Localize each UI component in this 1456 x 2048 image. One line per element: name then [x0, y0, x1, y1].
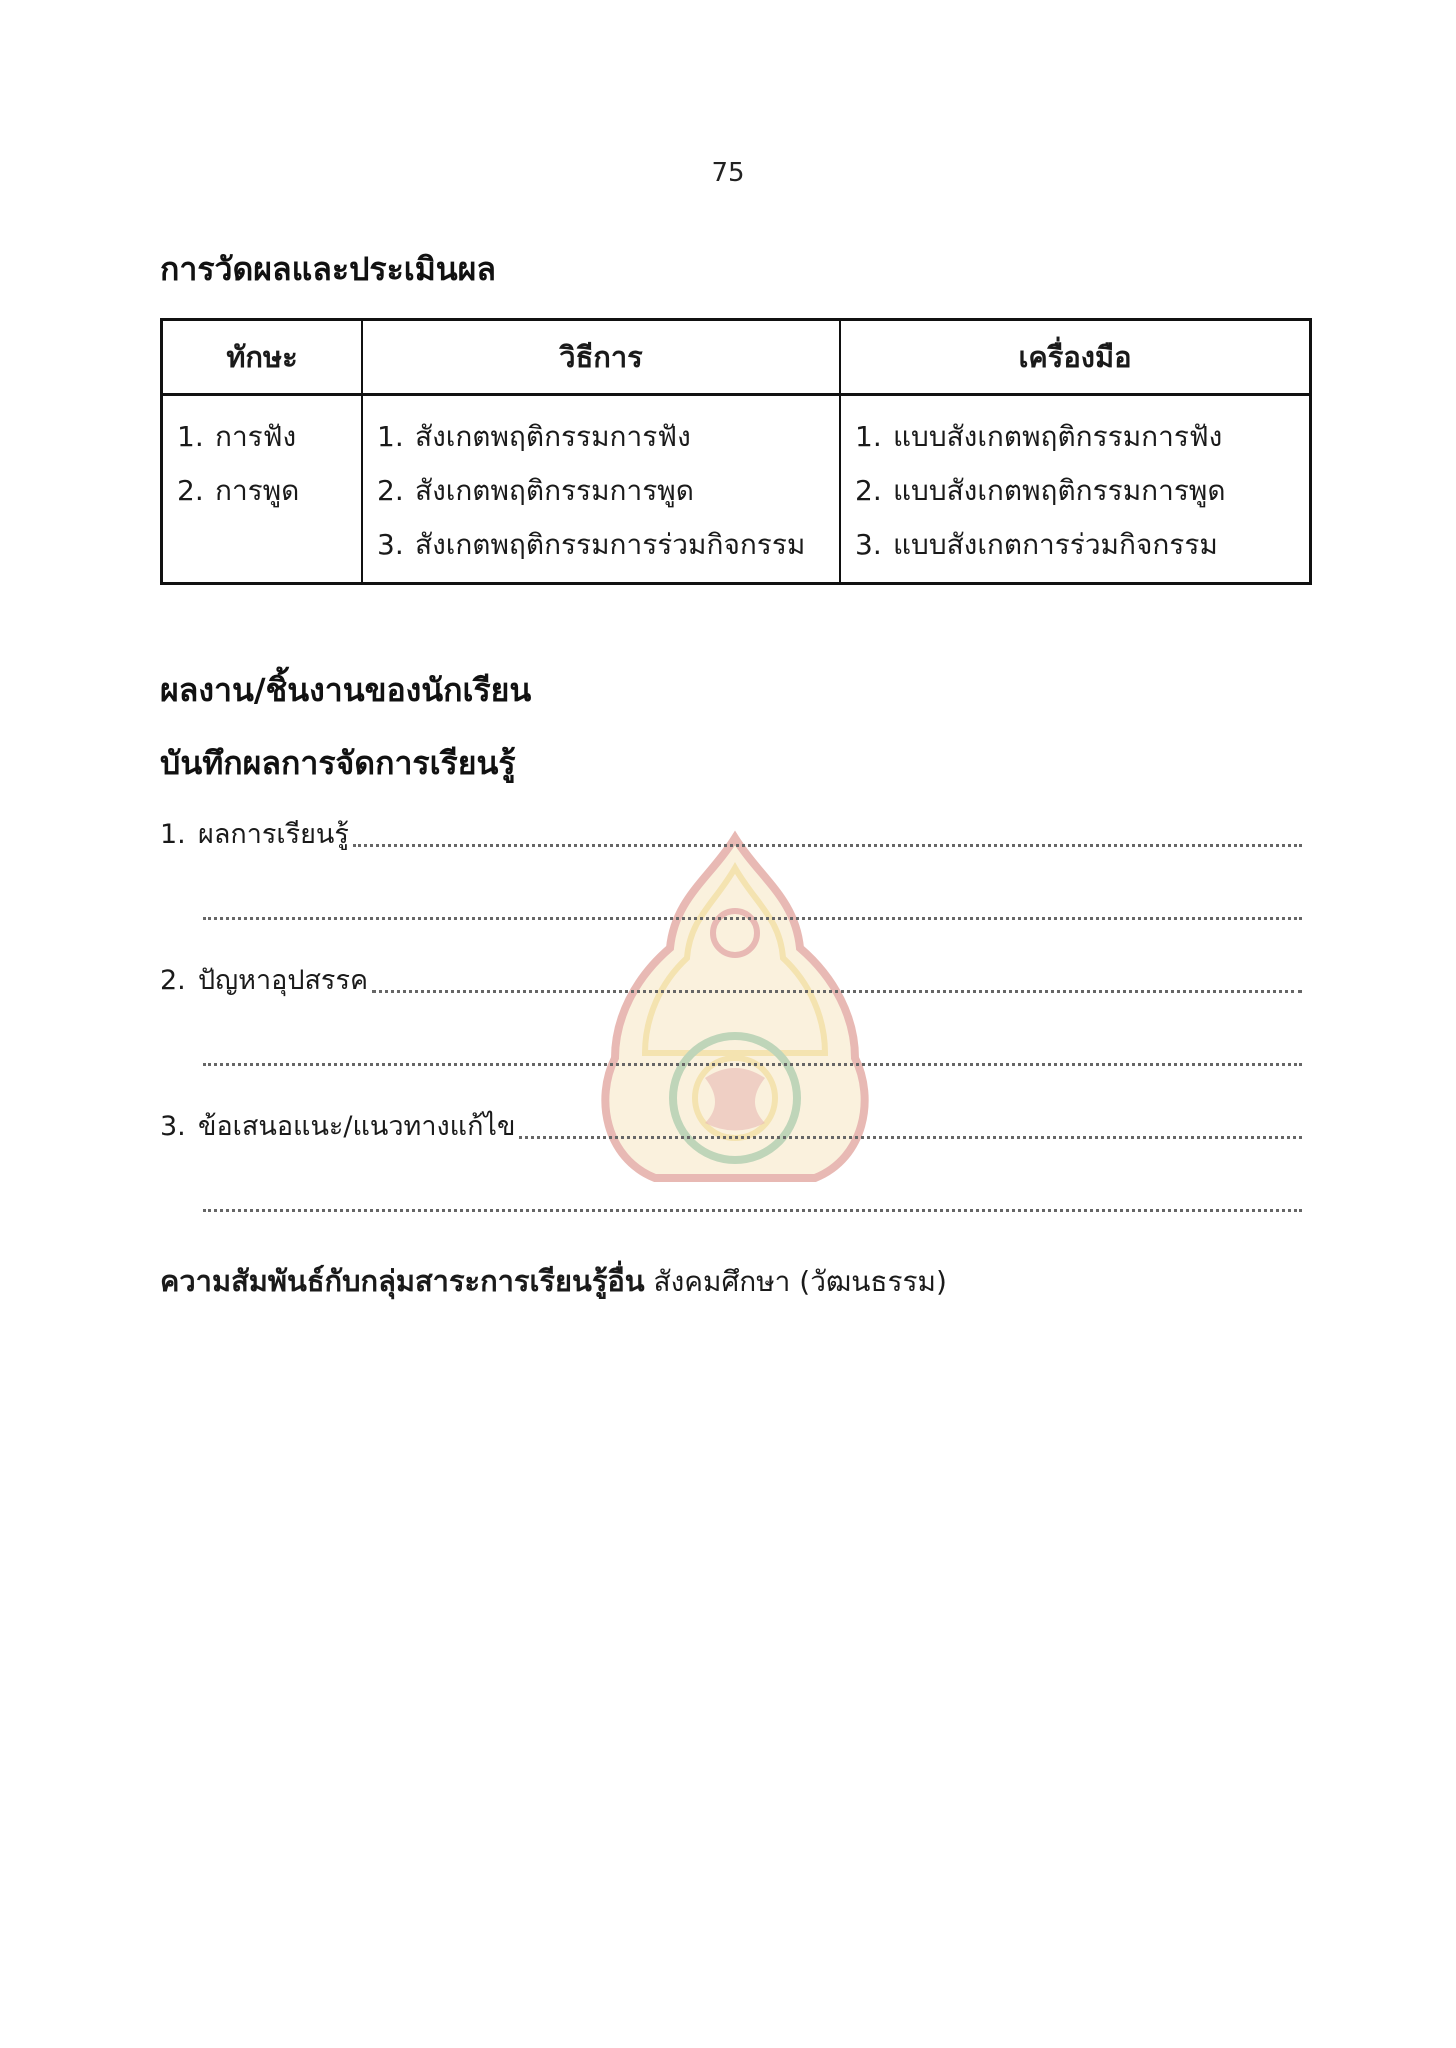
skill-item: 1. การฟัง — [177, 420, 297, 453]
record-label: 1. ผลการเรียนรู้ — [160, 819, 349, 850]
assessment-title: การวัดผลและประเมินผล — [160, 250, 497, 288]
record-row-problems — [160, 961, 1302, 1001]
relation-label: ความสัมพันธ์กับกลุ่มสาระการเรียนรู้อื่น — [160, 1264, 645, 1298]
header-method: วิธีการ — [362, 320, 840, 395]
tools-cell — [840, 395, 1311, 584]
record-row-suggestions — [160, 1107, 1302, 1147]
assessment-table — [160, 318, 1312, 585]
learning-record-title: บันทึกผลการจัดการเรียนรู้ — [160, 744, 516, 782]
student-work-title: ผลงาน/ชิ้นงานของนักเรียน — [160, 671, 532, 709]
tool-item: 3. แบบสังเกตการร่วมกิจกรรม — [855, 528, 1218, 561]
record-label: 2. ปัญหาอุปสรรค — [160, 965, 369, 996]
fill-line — [519, 1135, 1302, 1139]
methods-cell — [362, 395, 840, 584]
fill-line — [353, 843, 1302, 847]
relation-value: สังคมศึกษา (วัฒนธรรม) — [653, 1265, 947, 1298]
tool-item: 1. แบบสังเกตพฤติกรรมการฟัง — [855, 420, 1223, 453]
fill-line — [203, 916, 1302, 920]
record-continuation-line — [203, 1180, 1302, 1220]
fill-line — [203, 1208, 1302, 1212]
fill-line — [372, 989, 1302, 993]
method-item: 3. สังเกตพฤติกรรมการร่วมกิจกรรม — [377, 528, 806, 561]
record-continuation-line — [203, 1034, 1302, 1074]
header-tool: เครื่องมือ — [840, 320, 1311, 395]
header-skill: ทักษะ — [162, 320, 363, 395]
record-row-learning-outcome — [160, 815, 1302, 855]
method-item: 2. สังเกตพฤติกรรมการพูด — [377, 474, 694, 507]
fill-line — [203, 1062, 1302, 1066]
method-item: 1. สังเกตพฤติกรรมการฟัง — [377, 420, 691, 453]
record-continuation-line — [203, 888, 1302, 928]
subject-relation — [160, 1258, 947, 1304]
skill-item: 2. การพูด — [177, 474, 300, 507]
skills-cell — [162, 395, 363, 584]
tool-item: 2. แบบสังเกตพฤติกรรมการพูด — [855, 474, 1226, 507]
record-label: 3. ข้อเสนอแนะ/แนวทางแก้ไข — [160, 1111, 516, 1142]
page-number: 75 — [711, 158, 745, 188]
